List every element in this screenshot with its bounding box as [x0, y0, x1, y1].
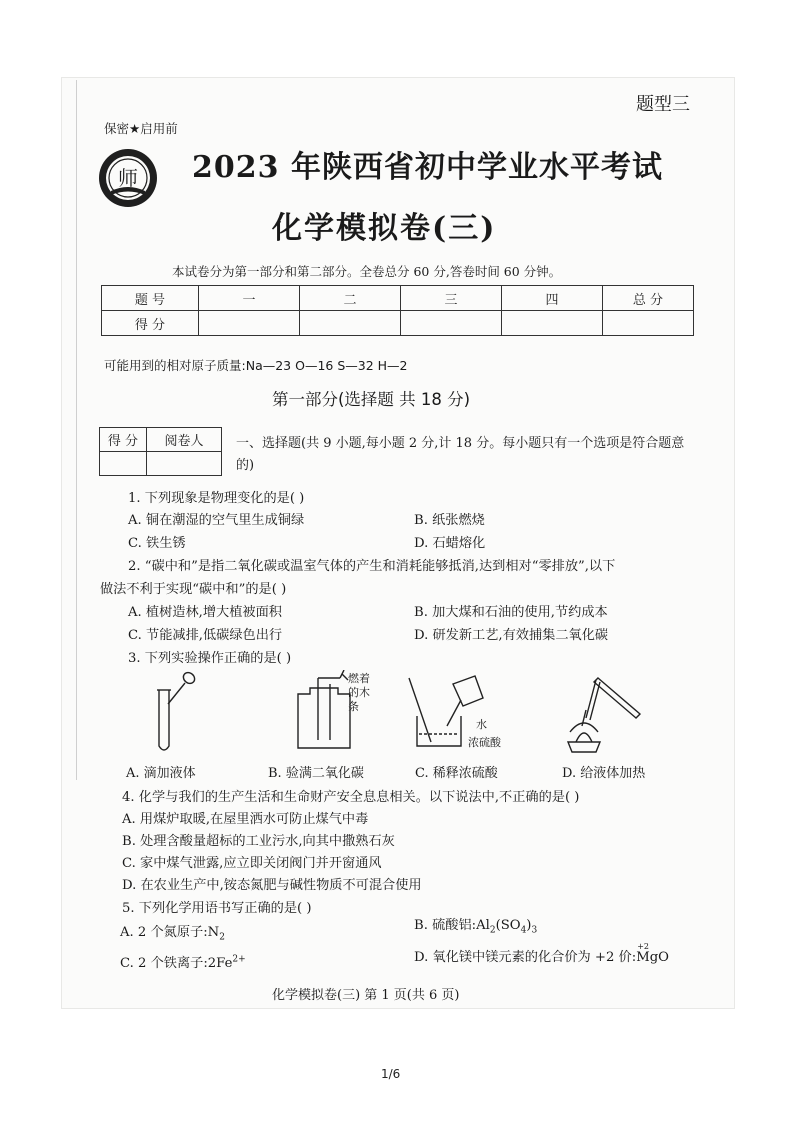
q2-option-a: A. 植树造林,增大植被面积	[128, 605, 282, 620]
q2-option-b: B. 加大煤和石油的使用,节约成本	[414, 605, 608, 620]
q4-option-b: B. 处理含酸量超标的工业污水,向其中撒熟石灰	[122, 834, 395, 849]
figure-d-heating-tube	[556, 670, 646, 760]
score-row-label: 得 分	[102, 311, 199, 336]
question-type-label: 题型三	[636, 94, 690, 115]
score-cell-part-2: 二	[300, 286, 401, 311]
q2-stem-line2: 做法不利于实现“碳中和”的是( )	[100, 582, 287, 597]
q1-option-d: D. 石蜡熔化	[414, 536, 486, 551]
page-footer: 化学模拟卷(三) 第 1 页(共 6 页)	[272, 988, 460, 1003]
exam-sub-title: 化学模拟卷(三)	[272, 211, 497, 246]
q4-option-c: C. 家中煤气泄露,应立即关闭阀门并开窗通风	[122, 856, 382, 871]
q3-stem: 3. 下列实验操作正确的是( )	[128, 651, 292, 666]
score-input-total[interactable]	[603, 311, 694, 336]
label-concentrated-acid: 浓硫酸	[468, 736, 501, 749]
score-cell-label: 题 号	[102, 286, 199, 311]
q5-option-a: A. 2 个氮原子$:N_2$	[120, 925, 225, 943]
exam-instructions: 本试卷分为第一部分和第二部分。全卷总分 60 分,答卷时间 60 分钟。	[172, 264, 562, 279]
score-cell-total: 总 分	[603, 286, 694, 311]
q5-option-b: B. 硫酸铝$:Al_2(SO_4)_3$	[414, 918, 538, 936]
score-cell-part-1: 一	[199, 286, 300, 311]
score-input-3[interactable]	[401, 311, 502, 336]
q1-option-a: A. 铜在潮湿的空气里生成铜绿	[128, 513, 305, 528]
q2-option-c: C. 节能减排,低碳绿色出行	[128, 628, 283, 643]
score-table-score-row	[102, 311, 694, 336]
q4-option-d: D. 在农业生产中,铵态氮肥与碱性物质不可混合使用	[122, 878, 422, 893]
section-one-heading: 一、选择题(共 9 小题,每小题 2 分,计 18 分。每小题只有一个选项是符合题意的)	[236, 436, 685, 473]
label-burning-stick-2: 的木	[348, 686, 370, 699]
label-water: 水	[476, 718, 487, 731]
figure-a-dropper-tube	[145, 668, 205, 758]
q2-option-d: D. 研发新工艺,有效捕集二氧化碳	[414, 628, 609, 643]
part-one-title: 第一部分(选择题 共 18 分)	[272, 390, 471, 409]
grader-score-label: 得 分	[100, 428, 147, 452]
q5-stem: 5. 下列化学用语书写正确的是( )	[122, 901, 312, 916]
label-burning-stick-1: 燃着	[348, 672, 370, 685]
q2-stem-line1: 2. “碳中和”是指二氧化碳或温室气体的产生和消耗能够抵消,达到相对“零排放”,以下	[128, 559, 616, 574]
q5-option-d: D. 氧化镁中镁元素的化合价为 +2 价: +2 MgO	[414, 942, 669, 965]
atomic-mass-reference: 可能用到的相对原子质量:Na—23 O—16 S—32 H—2	[104, 358, 408, 373]
q4-stem: 4. 化学与我们的生产生活和生命财产安全息息相关。以下说法中,不正确的是( )	[122, 790, 580, 805]
q1-option-c: C. 铁生锈	[128, 536, 186, 551]
logo-character: 师	[118, 166, 138, 190]
q1-stem: 1. 下列现象是物理变化的是( )	[128, 491, 305, 506]
q3-option-a: A. 滴加液体	[126, 766, 196, 781]
publisher-seal-logo	[97, 147, 159, 209]
score-cell-part-4: 四	[502, 286, 603, 311]
confidential-label: 保密★启用前	[104, 121, 178, 136]
exam-main-title: 2023 年陕西省初中学业水平考试	[192, 150, 663, 185]
grader-name-label: 阅卷人	[147, 428, 222, 452]
score-input-4[interactable]	[502, 311, 603, 336]
grader-table	[99, 427, 222, 476]
q5-option-c: C. 2 个铁离子$:2Fe^{2+}$	[120, 954, 246, 971]
score-table	[101, 285, 694, 336]
score-input-2[interactable]	[300, 311, 401, 336]
q3-option-b: B. 验满二氧化碳	[268, 766, 364, 781]
binding-margin-line	[76, 80, 77, 780]
score-cell-part-3: 三	[401, 286, 502, 311]
q1-option-b: B. 纸张燃烧	[414, 513, 485, 528]
q4-option-a: A. 用煤炉取暖,在屋里洒水可防止煤气中毒	[122, 812, 369, 827]
label-burning-stick-3: 条	[348, 700, 359, 713]
grader-score-box[interactable]	[100, 452, 147, 476]
score-table-header-row	[102, 286, 694, 311]
q3-option-d: D. 给液体加热	[562, 766, 646, 781]
page-number: 1/6	[381, 1067, 401, 1081]
q3-option-c: C. 稀释浓硫酸	[415, 766, 498, 781]
grader-name-box[interactable]	[147, 452, 222, 476]
score-input-1[interactable]	[199, 311, 300, 336]
